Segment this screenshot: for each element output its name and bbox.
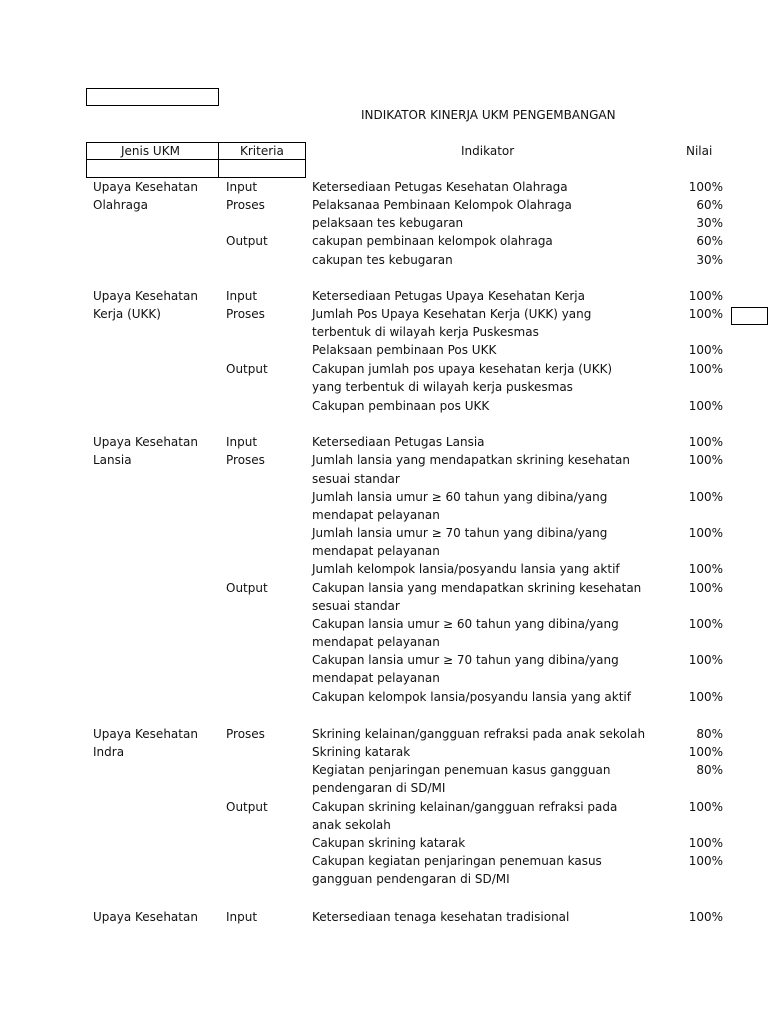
- kriteria-cell: Proses: [226, 453, 265, 467]
- header-jenis-ukm: Jenis UKM: [121, 144, 180, 158]
- indikator-cell: yang terbentuk di wilayah kerja puskesmas: [312, 380, 573, 394]
- indikator-cell: Skrining kelainan/gangguan refraksi pada anak sekolah: [312, 727, 646, 741]
- indikator-cell: Cakupan lansia umur ≥ 70 tahun yang dibina/yang: [312, 653, 619, 667]
- jenis-ukm-cell: Upaya Kesehatan: [93, 727, 198, 741]
- indikator-cell: Jumlah kelompok lansia/posyandu lansia yang aktif: [312, 562, 620, 576]
- indikator-cell: Jumlah lansia yang mendapatkan skrining kesehatan: [312, 453, 630, 467]
- header-nilai: Nilai: [686, 144, 713, 158]
- nilai-cell: 100%: [688, 690, 723, 704]
- jenis-ukm-cell: Upaya Kesehatan: [93, 435, 198, 449]
- indikator-cell: Cakupan lansia umur ≥ 60 tahun yang dibina/yang: [312, 617, 619, 631]
- indikator-cell: Jumlah Pos Upaya Kesehatan Kerja (UKK) yang: [312, 307, 592, 321]
- indikator-cell: mendapat pelayanan: [312, 544, 440, 558]
- nilai-cell: 100%: [688, 399, 723, 413]
- header-cell-jenis-blank: [86, 159, 219, 178]
- indikator-cell: terbentuk di wilayah kerja Puskesmas: [312, 325, 539, 339]
- nilai-cell: 100%: [688, 617, 723, 631]
- indikator-cell: Jumlah lansia umur ≥ 60 tahun yang dibina/yang: [312, 490, 608, 504]
- jenis-ukm-cell: Kerja (UKK): [93, 307, 161, 321]
- nilai-cell: 100%: [688, 800, 723, 814]
- indikator-cell: pendengaran di SD/MI: [312, 781, 446, 795]
- indikator-cell: cakupan pembinaan kelompok olahraga: [312, 234, 553, 248]
- indikator-cell: Ketersediaan tenaga kesehatan tradisional: [312, 910, 570, 924]
- indikator-cell: Jumlah lansia umur ≥ 70 tahun yang dibina/yang: [312, 526, 608, 540]
- header-kriteria: Kriteria: [240, 144, 284, 158]
- kriteria-cell: Input: [226, 289, 258, 303]
- empty-cell-box-top: [86, 88, 219, 106]
- indikator-cell: Cakupan skrining kelainan/gangguan refraksi pada: [312, 800, 618, 814]
- kriteria-cell: Input: [226, 180, 258, 194]
- nilai-cell: 100%: [688, 289, 723, 303]
- nilai-cell: 100%: [688, 343, 723, 357]
- nilai-cell: 100%: [688, 910, 723, 924]
- kriteria-cell: Output: [226, 581, 268, 595]
- nilai-cell: 100%: [688, 854, 723, 868]
- jenis-ukm-cell: Olahraga: [93, 198, 148, 212]
- jenis-ukm-cell: Upaya Kesehatan: [93, 289, 198, 303]
- nilai-cell: 100%: [688, 362, 723, 376]
- indikator-cell: Ketersediaan Petugas Lansia: [312, 435, 485, 449]
- nilai-cell: 100%: [688, 745, 723, 759]
- indikator-cell: Cakupan kelompok lansia/posyandu lansia yang aktif: [312, 690, 631, 704]
- nilai-cell: 80%: [696, 763, 723, 777]
- header-indikator: Indikator: [461, 144, 515, 158]
- nilai-cell: 100%: [688, 180, 723, 194]
- jenis-ukm-cell: Upaya Kesehatan: [93, 910, 198, 924]
- nilai-cell: 100%: [688, 526, 723, 540]
- indikator-cell: Skrining katarak: [312, 745, 411, 759]
- indikator-cell: Cakupan pembinaan pos UKK: [312, 399, 490, 413]
- indikator-cell: mendapat pelayanan: [312, 671, 440, 685]
- indikator-cell: Ketersediaan Petugas Upaya Kesehatan Kerja: [312, 289, 585, 303]
- kriteria-cell: Output: [226, 362, 268, 376]
- header-cell-kriteria-blank: [218, 159, 306, 178]
- nilai-cell: 100%: [688, 435, 723, 449]
- nilai-cell: 30%: [696, 253, 723, 267]
- indikator-cell: gangguan pendengaran di SD/MI: [312, 872, 510, 886]
- nilai-cell: 100%: [688, 453, 723, 467]
- indikator-cell: sesuai standar: [312, 599, 400, 613]
- indikator-cell: Cakupan jumlah pos upaya kesehatan kerja (UKK): [312, 362, 613, 376]
- nilai-cell: 100%: [688, 490, 723, 504]
- nilai-cell: 100%: [688, 836, 723, 850]
- jenis-ukm-cell: Upaya Kesehatan: [93, 180, 198, 194]
- indikator-cell: Pelaksaan pembinaan Pos UKK: [312, 343, 497, 357]
- jenis-ukm-cell: Indra: [93, 745, 125, 759]
- indikator-cell: mendapat pelayanan: [312, 508, 440, 522]
- nilai-cell: 30%: [696, 216, 723, 230]
- indikator-cell: anak sekolah: [312, 818, 391, 832]
- indikator-cell: sesuai standar: [312, 472, 400, 486]
- kriteria-cell: Input: [226, 910, 258, 924]
- page-title: INDIKATOR KINERJA UKM PENGEMBANGAN: [361, 108, 616, 122]
- nilai-cell: 80%: [696, 727, 723, 741]
- indikator-cell: Kegiatan penjaringan penemuan kasus gangguan: [312, 763, 611, 777]
- kriteria-cell: Output: [226, 800, 268, 814]
- kriteria-cell: Output: [226, 234, 268, 248]
- kriteria-cell: Proses: [226, 727, 265, 741]
- nilai-cell: 60%: [696, 198, 723, 212]
- empty-cell-box-right: [731, 307, 768, 325]
- kriteria-cell: Input: [226, 435, 258, 449]
- indikator-cell: Ketersediaan Petugas Kesehatan Olahraga: [312, 180, 568, 194]
- indikator-cell: pelaksaan tes kebugaran: [312, 216, 464, 230]
- nilai-cell: 100%: [688, 562, 723, 576]
- indikator-cell: Pelaksanaa Pembinaan Kelompok Olahraga: [312, 198, 572, 212]
- nilai-cell: 100%: [688, 307, 723, 321]
- indikator-cell: mendapat pelayanan: [312, 635, 440, 649]
- indikator-cell: Cakupan lansia yang mendapatkan skrining kesehatan: [312, 581, 642, 595]
- indikator-cell: cakupan tes kebugaran: [312, 253, 453, 267]
- nilai-cell: 100%: [688, 653, 723, 667]
- jenis-ukm-cell: Lansia: [93, 453, 132, 467]
- nilai-cell: 100%: [688, 581, 723, 595]
- nilai-cell: 60%: [696, 234, 723, 248]
- indikator-cell: Cakupan skrining katarak: [312, 836, 466, 850]
- kriteria-cell: Proses: [226, 307, 265, 321]
- indikator-cell: Cakupan kegiatan penjaringan penemuan kasus: [312, 854, 602, 868]
- kriteria-cell: Proses: [226, 198, 265, 212]
